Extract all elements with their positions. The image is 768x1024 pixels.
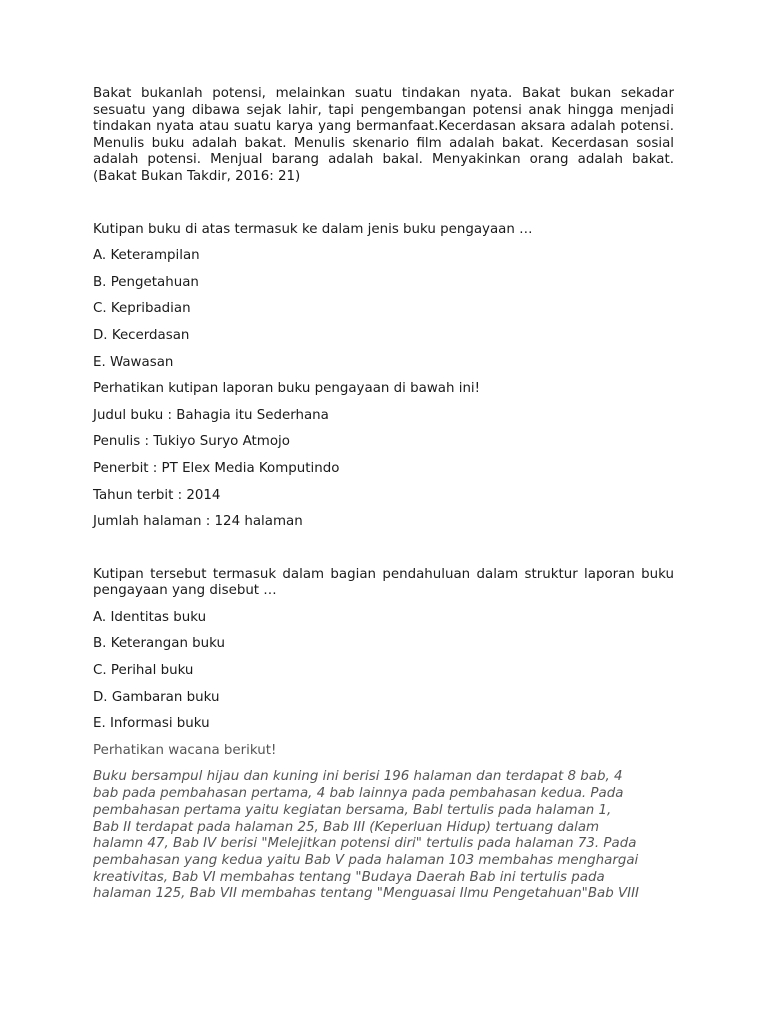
excerpt-intro: Perhatikan kutipan laporan buku pengayaan di bawah ini! [93,381,481,397]
passage-3-line: halamn 47, Bab IV berisi "Melejitkan potensi diri" tertulis pada halaman 73. Pada [93,836,637,852]
book-pages-line: Jumlah halaman : 124 halaman [93,514,303,530]
question-2-prompt: Kutipan tersebut termasuk dalam bagian pendahuluan dalam struktur laporan buku pengayaan yang disebut … [93,566,674,599]
question-2-option-c: C. Perihal buku [93,663,194,679]
passage-bakat: Bakat bukanlah potensi, melainkan suatu tindakan nyata. Bakat bukan sekadar sesuatu yang dibawa sejak lahir, tapi pengembangan potensi anak hingga menjadi tindakan nyata atau suatu karya yang bermanfaat.Kecerdasan aksara adalah potensi. Menulis buku adalah bakat. Menulis skenario film adalah bakat. Kecerdasan sosial adalah potensi. Menjual barang adalah bakal. Menyakinkan orang adalah bakat. (Bakat Bukan Takdir, 2016: 21) [93,86,674,184]
passage-3-line: pembahasan pertama yaitu kegiatan bersama, Babl tertulis pada halaman 1, [93,802,612,818]
passage-3-line: Bab II terdapat pada halaman 25, Bab III (Keperluan Hidup) tertuang dalam [93,819,600,835]
book-author-line: Penulis : Tukiyo Suryo Atmojo [93,434,290,450]
passage-3-line: kreativitas, Bab VI membahas tentang "Budaya Daerah Bab ini tertulis pada [93,869,605,885]
passage-3-body [93,769,674,903]
passage-3-line: Buku bersampul hijau dan kuning ini berisi 196 halaman dan terdapat 8 bab, 4 [93,769,623,785]
question-1-prompt: Kutipan buku di atas termasuk ke dalam jenis buku pengayaan … [93,221,533,237]
question-1-option-b: B. Pengetahuan [93,274,199,290]
passage-3-line: pembahasan yang kedua yaitu Bab V pada halaman 103 membahas menghargai [93,852,639,868]
question-1-option-c: C. Kepribadian [93,301,191,317]
passage-3-line: bab pada pembahasan pertama, 4 bab lainnya pada pembahasan kedua. Pada [93,786,624,802]
question-2-option-a: A. Identitas buku [93,609,207,625]
book-publisher-line: Penerbit : PT Elex Media Komputindo [93,460,340,476]
passage-3-intro: Perhatikan wacana berikut! [93,742,277,758]
question-1-option-d: D. Kecerdasan [93,327,190,343]
book-year-line: Tahun terbit : 2014 [93,487,221,503]
book-title-line: Judul buku : Bahagia itu Sederhana [93,407,329,423]
passage-3-line: halaman 125, Bab VII membahas tentang "Menguasai Ilmu Pengetahuan"Bab VIII [93,886,640,902]
question-2-option-b: B. Keterangan buku [93,636,226,652]
question-2-option-e: E. Informasi buku [93,716,210,732]
question-1-option-a: A. Keterampilan [93,248,200,264]
question-2-option-d: D. Gambaran buku [93,689,220,705]
document-page [93,86,674,903]
question-1-option-e: E. Wawasan [93,354,174,370]
